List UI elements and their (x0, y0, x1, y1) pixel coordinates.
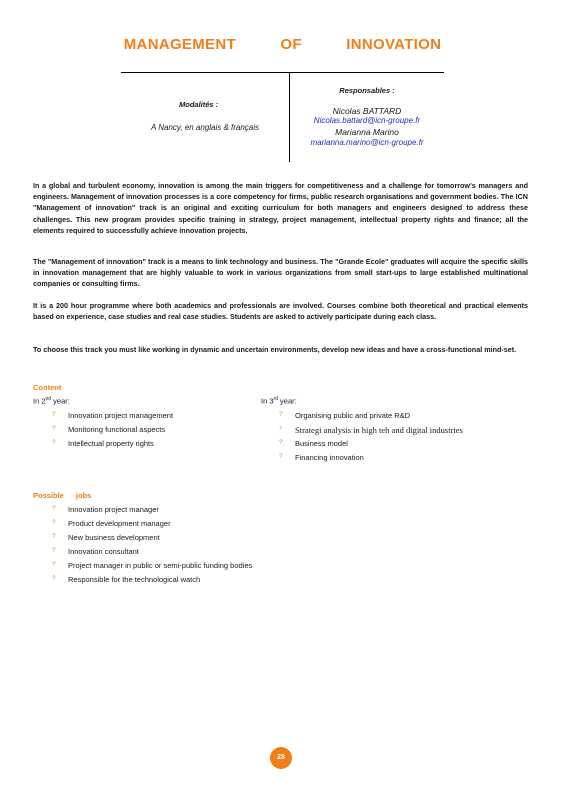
body-paragraph: The "Management of innovation" track is a means to link technology and business. The "Grande Ecole" graduates will acquire the specific skills in innovation management that are highly valuable to work in various organizations from small start-ups to large established multinational companies or consulting firms. (33, 257, 528, 289)
modalites-label: Modalités : (179, 100, 219, 109)
intro-paragraph: In a global and turbulent economy, innovation is among the main triggers for competitiveness and a challenge for tomorrow's managers and engineers. Management of innovation processes is a core competency for firms, public research organisations and government bodies. The ICN "Management of innovation" track is an original and exciting curriculum for both managers and engineers designed to address these challenges. This new program provides specific training in strategy, project management, intellectual property rights and finance; all the elements required to successfully achieve innovation projects. (33, 181, 528, 235)
contact-email-link[interactable]: marianna.marino@icn-groupe.fr (310, 138, 424, 147)
year3-list (279, 411, 463, 467)
bullet-icon: ? (279, 453, 283, 460)
bullet-icon: ? (52, 519, 56, 526)
info-table (121, 72, 444, 162)
list-item: ? Intellectual property rights (52, 439, 154, 448)
list-item: ? Strategi analysis in high teh and digital industries (279, 425, 463, 435)
jobs-list (52, 505, 252, 589)
jobs-section-title: Possible jobs (33, 491, 92, 500)
responsables-label: Responsables : (339, 86, 395, 95)
bullet-icon: ? (279, 425, 282, 432)
list-item: ? Financing innovation (279, 453, 364, 462)
list-item: ? Project manager in public or semi-public funding bodies (52, 561, 253, 570)
list-item: ? Innovation project management (52, 411, 174, 420)
list-item: ? Monitoring functional aspects (52, 425, 166, 434)
bullet-icon: ? (52, 561, 56, 568)
year2-label: In 2nd year: (33, 396, 70, 406)
bullet-icon: ? (52, 425, 56, 432)
list-item: ? Innovation project manager (52, 505, 159, 514)
responsables-cell (290, 73, 444, 162)
bullet-icon: ? (52, 533, 56, 540)
body-paragraph: To choose this track you must like working in dynamic and uncertain environments, develop new ideas and have a cross-functional mind-set. (33, 345, 517, 354)
list-item: ? Organising public and private R&D (279, 411, 411, 420)
modalites-value: A Nancy, en anglais & français (150, 123, 260, 132)
bullet-icon: ? (52, 575, 56, 582)
bullet-icon: ? (52, 547, 56, 554)
contact-email-link[interactable]: Nicolas.battard@icn-groupe.fr (313, 116, 421, 125)
list-item: ? Business model (279, 439, 348, 448)
year3-label: In 3rd year: (261, 396, 297, 406)
list-item: ? Responsible for the technological watch (52, 575, 201, 584)
year2-list (52, 411, 173, 453)
contact-name: Nicolas BATTARD (332, 106, 402, 116)
list-item: ? New business development (52, 533, 160, 542)
modalites-cell (121, 73, 290, 162)
page-title: MANAGEMENT OF INNOVATION (123, 36, 442, 53)
bullet-icon: ? (52, 505, 56, 512)
bullet-icon: ? (279, 411, 283, 418)
bullet-icon: ? (279, 439, 283, 446)
page-number-badge: 28 (270, 747, 292, 769)
list-item: ? Product development manager (52, 519, 171, 528)
content-section-title: Content (33, 383, 62, 392)
contact-name: Marianna Marino (335, 127, 399, 137)
bullet-icon: ? (52, 439, 56, 446)
bullet-icon: ? (52, 411, 56, 418)
body-paragraph: It is a 200 hour programme where both academics and professionals are involved. Courses combine both theoretical and practical elements based on experience, case studies and real case studies. Students are asked to actively participate during each class. (33, 301, 528, 322)
list-item: ? Innovation consultant (52, 547, 139, 556)
